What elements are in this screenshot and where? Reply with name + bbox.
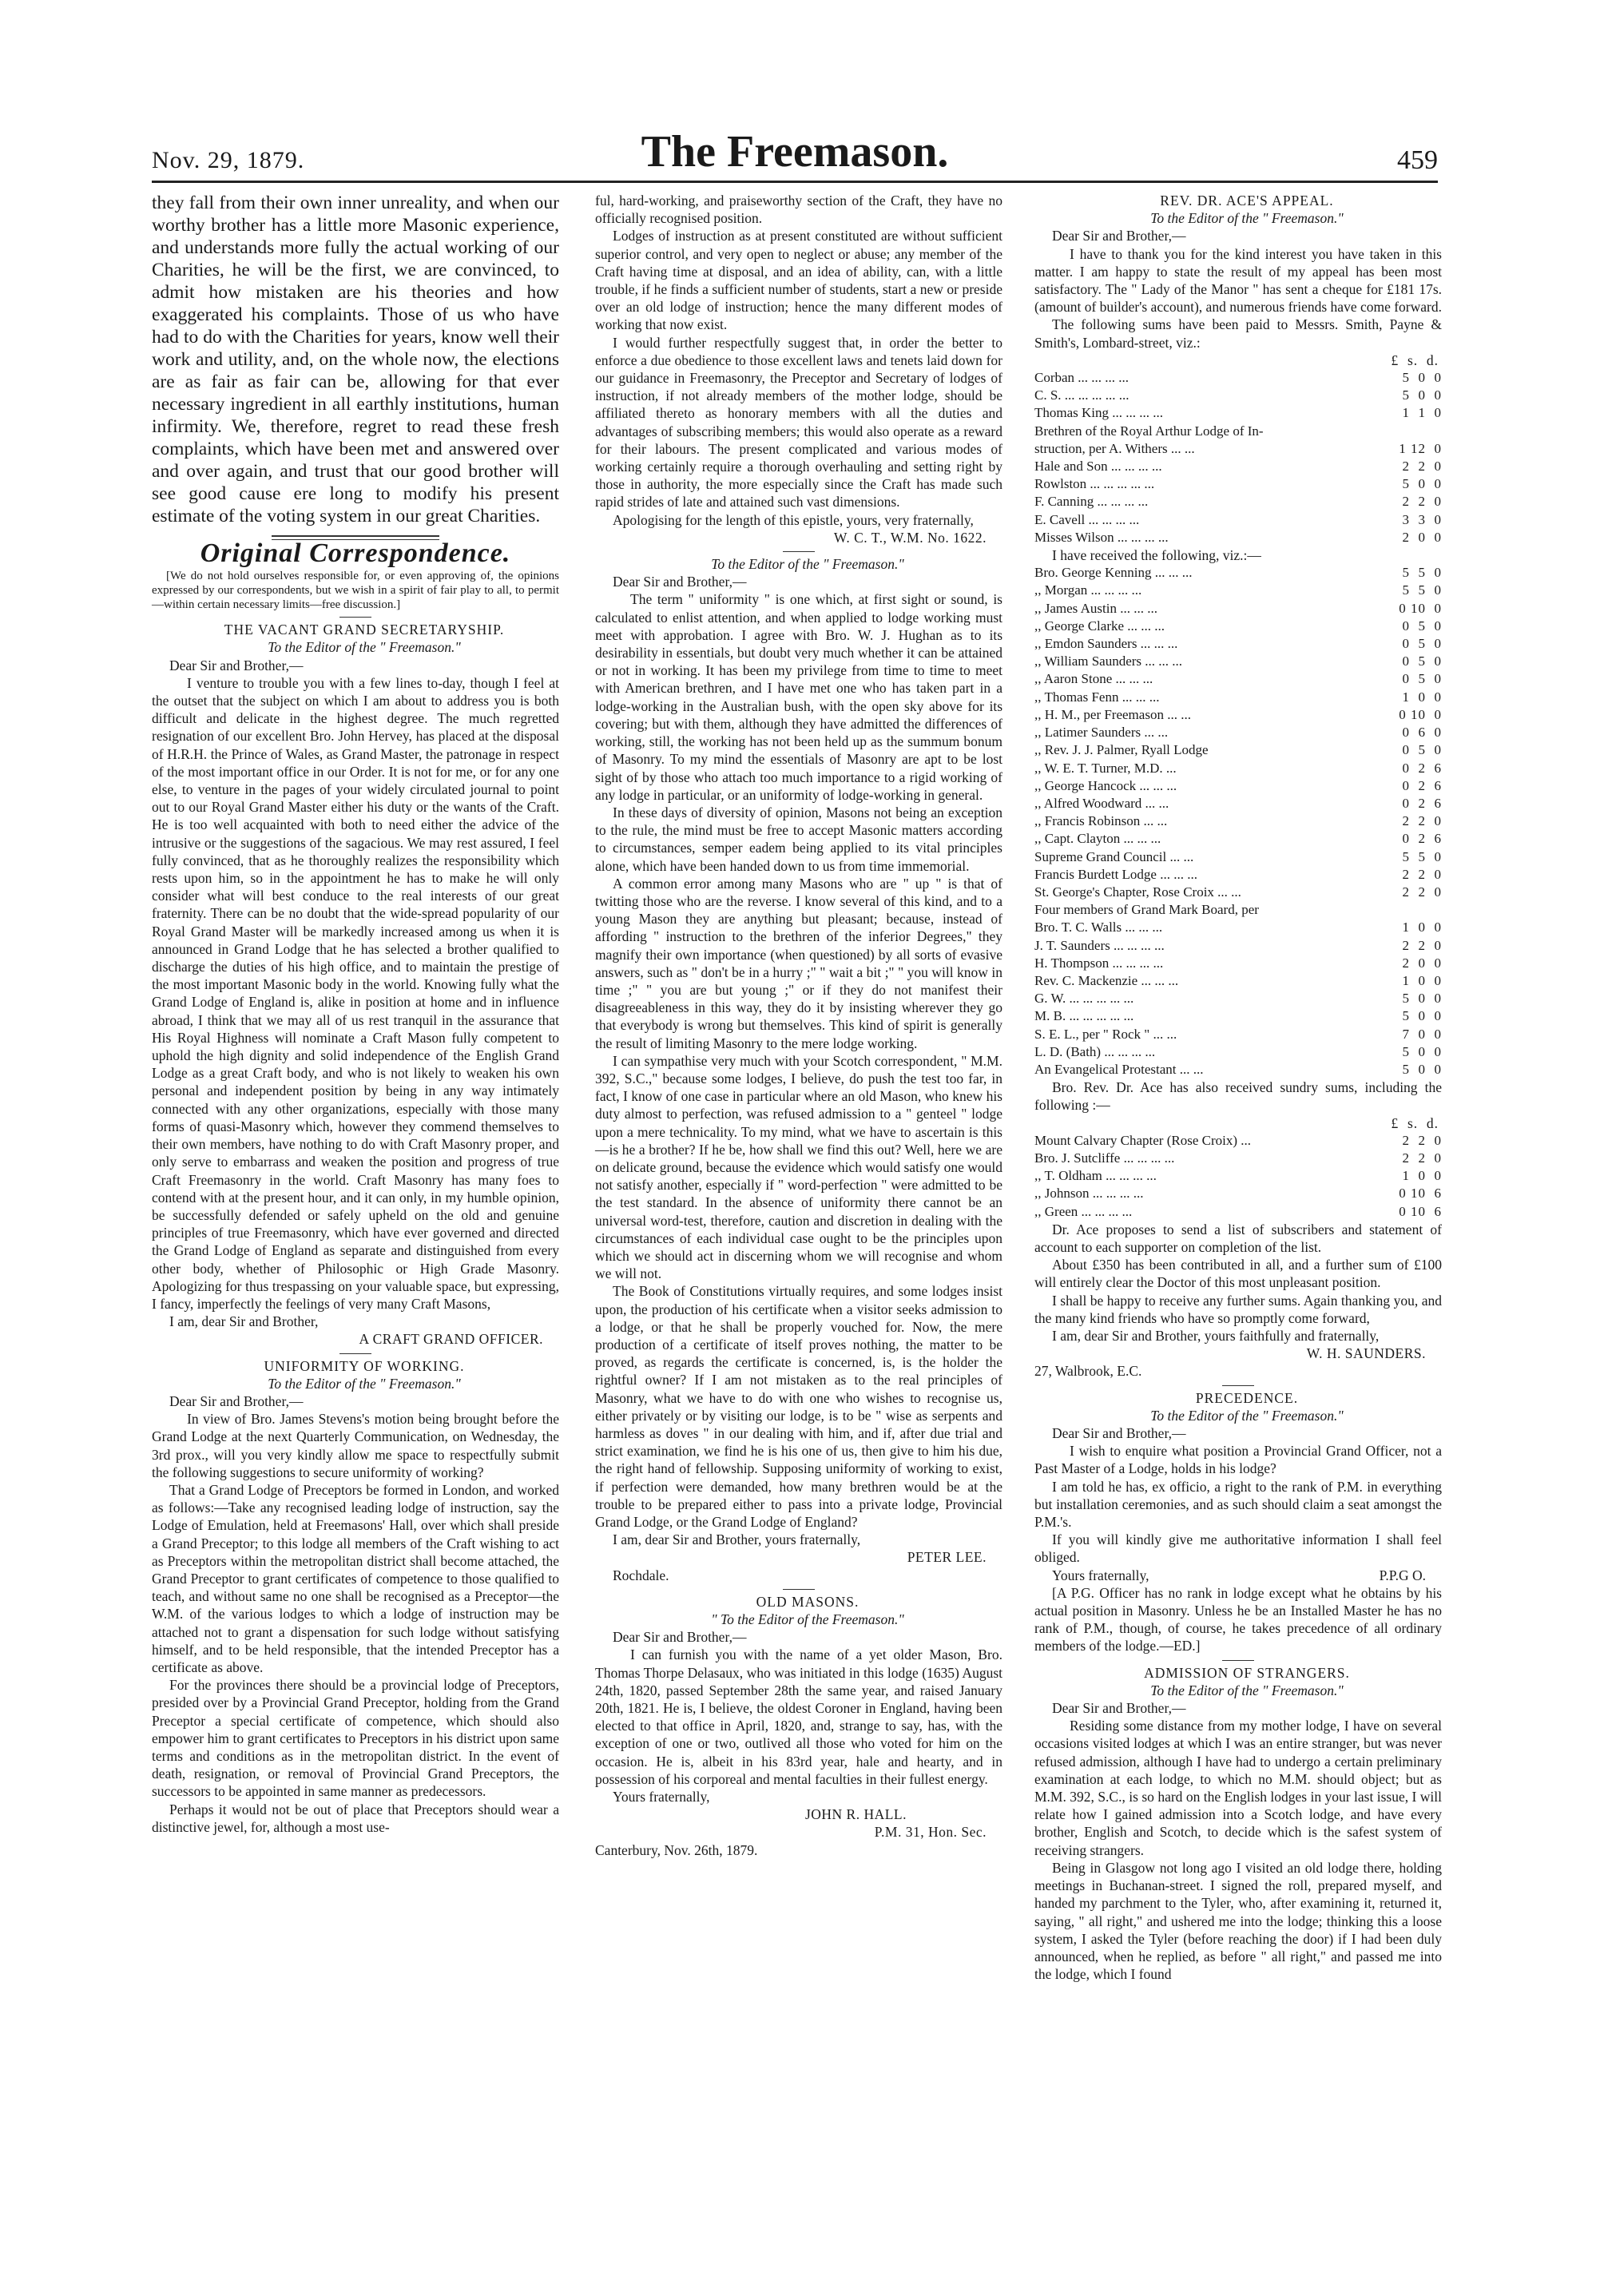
subscription-amount: 0 5 0 xyxy=(1402,618,1442,634)
letter-paragraph: I have received the following, viz.:— xyxy=(1052,547,1261,564)
subscription-amount: 0 2 6 xyxy=(1402,831,1442,847)
subscription-row xyxy=(1034,777,1442,795)
divider xyxy=(783,551,815,552)
subscription-row xyxy=(1034,1026,1442,1043)
letter-paragraph: In view of Bro. James Stevens's motion being brought before the Grand Lodge at the next Quarterly Communication, on Wednesday, the 3rd prox., will you very kindly allow me space to respectfully submit the following suggestions to secure uniformity of working? xyxy=(152,1411,559,1480)
subscription-row xyxy=(1034,475,1442,493)
subscription-row xyxy=(1034,404,1442,422)
subscriber-name: Rev. C. Mackenzie ... ... ... xyxy=(1034,972,1179,988)
subscription-row xyxy=(1034,884,1442,901)
letter-uniformity-reply xyxy=(595,555,1002,1584)
subscriber-name: ,, Capt. Clayton ... ... ... xyxy=(1034,831,1161,847)
editor-disclaimer xyxy=(152,569,559,612)
subscription-amount: 2 2 0 xyxy=(1402,866,1442,882)
subscriber-name: ,, James Austin ... ... ... xyxy=(1034,600,1157,616)
letter-address: To the Editor of the " Freemason." xyxy=(268,639,461,656)
subscriber-name: C. S. ... ... ... ... ... xyxy=(1034,387,1130,403)
subscription-list-received xyxy=(1034,564,1442,1078)
subscriber-name: ,, Francis Robinson ... ... xyxy=(1034,813,1168,829)
subscription-row xyxy=(1034,1061,1442,1078)
letter-title: UNIFORMITY OF WORKING. xyxy=(264,1357,465,1374)
subscription-amount: 2 2 0 xyxy=(1402,813,1442,829)
letter-paragraph: A common error among many Masons who are " up " is that of twitting those who are the reverse. I know several of this kind, and to a young Mason they are anything but pleasant; because, instead of affording " instruction to the brethren of the inferior Degrees," they magnify their own importance (when questioned) by all sorts of evasive answers, such as " don't be in a hurry ;" " wait a bit ;" " you will know in time ;" " you are but young ;" or if they do not manifest their disagreeableness in this way, they do it by insisting wherever they go that everybody is wrong but themselves. This kind of spirit is generally the result of limiting Masonry to the mere lodge working. xyxy=(595,875,1002,1051)
letter-paragraph: I am, dear Sir and Brother, yours faithfully and fraternally, xyxy=(1052,1328,1380,1344)
closing: Yours fraternally, xyxy=(1052,1567,1149,1583)
letter-title: OLD MASONS. xyxy=(756,1593,860,1610)
subscriber-name: Francis Burdett Lodge ... ... ... xyxy=(1034,866,1197,882)
subscription-row xyxy=(1034,387,1442,404)
subscriber-name: G. W. ... ... ... ... ... xyxy=(1034,991,1134,1007)
subscriber-name: S. E. L., per " Rock " ... ... xyxy=(1034,1026,1177,1042)
subscription-amount: 5 5 0 xyxy=(1402,848,1442,864)
letter-paragraph: I venture to trouble you with a few lines to-day, though I feel at the outset that the subject on which I am about to address you is both difficult and delicate in the highest degree. The much regretted resignation of our excellent Bro. John Hervey, has placed at the disposal of H.R.H. the Prince of Wales, as Grand Master, the patronage in respect of the most important office in our Order. It is not for me, or for any one else, to venture in the pages of your widely circulated journal to point out to our Royal Grand Master either his duty or the wants of the Craft. He is too well acquainted with both to need either the advice of the intrusive or the suggestions of the sagacious. We may rest assured, I feel fully convinced, that as he thoroughly realizes the responsibility which rests upon him, so in the appointment he has to make he will only consider what will best conduce to the real interests of our great fraternity. There can be no doubt that the wide-spread popularity of our Royal Grand Master will be markedly increased among us when it is announced in Grand Lodge that he has selected a brother qualified to discharge the duties of his high office, and to maintain the prestige of the most important Masonic body in the world. Knowing fully what the Grand Lodge of England is, alike in position at home and in influence abroad, I think that we may all of us rest tranquil in the assurance that His Royal Highness will nominate a Craft Mason fully competent to uphold the high dignity and solid independence of the English Grand Lodge as a great Craft body, and who is not likely to weaken his own personal and independent position by being in any way intimately connected with any other organizations, especially with those many forms of quasi-Masonry which, however they commend themselves to their own members, have nothing to do with Craft Masonry proper, and only serve to embarrass and weaken the position and progress of true Craft Freemasonry in the world. Craft Masonry has many foes to contend with at the present hour, and it can only, in my humble opinion, be successfully defended or safely upheld on the old and genuine principles of true Freemasonry, which have ever governed and directed the Grand Lodge of England as separate and distinguished from every other body, whether of Philosophic or High Grade Masonry. Apologizing for thus trespassing on your valuable space, but expressing, I fancy, imperfectly the feelings of very many Craft Masons, xyxy=(152,674,559,1312)
salutation: Dear Sir and Brother,— xyxy=(169,1392,304,1409)
subscription-row xyxy=(1034,937,1442,955)
currency-header: £ s. d. xyxy=(1391,1114,1439,1131)
letter-paragraph: Being in Glasgow not long ago I visited an old lodge there, holding meetings in Buchanan-street. I signed the roll, prepared myself, and handed my parchment to the Tyler, who, after examining it, returned it, saying, " all right," and ushered me into the lodge; thinking this a loose system, I asked the Tyler (before reaching the door) if I had been duly announced, when he replied, as before " all right," and passed me into the lodge, which I found xyxy=(1034,1859,1442,1983)
divider xyxy=(339,617,371,618)
signature: JOHN R. HALL. xyxy=(804,1806,907,1823)
letter-admission-of-strangers xyxy=(1034,1664,1442,1984)
letter-paragraph: In these days of diversity of opinion, Masons not being an exception to the rule, the mind must be free to accept Masonic matters according to circumstances, semper eadem being applied to its vital principles alone, which have been handed down to us from time immemorial. xyxy=(595,804,1002,874)
subscription-amount: 5 5 0 xyxy=(1402,565,1442,581)
signature: P.P.G O. xyxy=(1379,1567,1426,1583)
subscriber-name: Four members of Grand Mark Board, per xyxy=(1034,902,1259,918)
subscription-amount: 5 0 0 xyxy=(1402,370,1442,386)
closing: I am, dear Sir and Brother, xyxy=(169,1313,319,1330)
letter-vacant-grand-secretaryship xyxy=(152,621,559,1348)
subscription-amount: 7 0 0 xyxy=(1402,1026,1442,1042)
letter-paragraph: The following sums have been paid to Messrs. Smith, Payne & Smith's, Lombard-street, viz.: xyxy=(1034,316,1442,351)
subscription-amount: 2 2 0 xyxy=(1402,1150,1442,1166)
column-1 xyxy=(152,192,559,1836)
closing-line xyxy=(1034,1567,1442,1584)
subscription-row xyxy=(1034,990,1442,1007)
subscription-row xyxy=(1034,972,1442,990)
letter-paragraph: I can sympathise very much with your Scotch correspondent, " M.M. 392, S.C.," because some lodges, I believe, do push the test too far, in fact, I know of one case in particular where an old Mason, who knew his duty almost to perfection, was refused admission to a " genteel " lodge upon a mere technicality. To my mind, what we have to ascertain is this—is he a brother? If he be, how shall we find this out? Well, here we are on delicate ground, because the evidence which would satisfy one would not satisfy another, especially if " word-perfection " were admitted to be the test standard. In the absence of uniformity there cannot be an universal word-test, therefore, caution and discretion in dealing with the circumstances of each individual case ought to be the principles upon which we should act in discerning whom we will recognise and whom we will not. xyxy=(595,1052,1002,1282)
subscription-amount: 2 0 0 xyxy=(1402,955,1442,971)
subscription-row xyxy=(1034,369,1442,387)
subscriber-name: Bro. J. Sutcliffe ... ... ... ... xyxy=(1034,1150,1175,1166)
subscription-row xyxy=(1034,600,1442,618)
subscriber-name: ,, Johnson ... ... ... ... xyxy=(1034,1186,1144,1202)
subscription-amount: 0 10 6 xyxy=(1399,1186,1442,1202)
letter-paragraph: For the provinces there should be a provincial lodge of Preceptors, presided over by a Provincial Grand Preceptor, holding from the Grand Preceptor a special certificate of competence, which should also empower him to grant certificates to Preceptors in his district upon same terms and conditions as in the metropolitan district. In the event of death, resignation, or removal of Provincial Grand Preceptors, the successors to be appointed in same manner as predecessors. xyxy=(152,1677,559,1800)
subscriber-name: Brethren of the Royal Arthur Lodge of In- xyxy=(1034,423,1264,439)
subscriber-name: St. George's Chapter, Rose Croix ... ... xyxy=(1034,884,1241,900)
letter-paragraph: About £350 has been contributed in all, and a further sum of £100 will entirely clear the Doctor of this most unpleasant position. xyxy=(1034,1257,1442,1291)
letter-address: To the Editor of the " Freemason." xyxy=(1150,1407,1344,1424)
subscription-amount: 1 1 0 xyxy=(1402,405,1442,421)
letter-address: To the Editor of the " Freemason." xyxy=(711,556,904,573)
subscription-row xyxy=(1034,511,1442,529)
letter-paragraph: Residing some distance from my mother lodge, I have on several occasions visited lodges at which I was an entire stranger, but was never refused admission, although I have had to undergo a certain preliminary examination at each lodge, to which no M.M. should object; but as M.M. 392, S.C., is so hard on the English lodges in your last issue, I will relate how I gained admission into a Scotch lodge, and have every brother, English and Scotch, to decide which is the safest system of receiving strangers. xyxy=(1034,1718,1442,1858)
divider xyxy=(783,1589,815,1590)
subscriber-name: Hale and Son ... ... ... ... xyxy=(1034,459,1162,475)
place: 27, Walbrook, E.C. xyxy=(1034,1363,1142,1380)
section-heading: Original Correspondence. xyxy=(200,538,511,568)
column-3 xyxy=(1034,192,1442,1983)
subscriber-name: E. Cavell ... ... ... ... xyxy=(1034,511,1140,527)
subscription-amount: 0 10 0 xyxy=(1399,706,1442,722)
letter-paragraph: The Book of Constitutions virtually requires, and some lodges insist upon, the production of his certificate when a visitor seeks admission to a lodge, or that he shall be properly vouched for. Now, the mere production of a certificate of itself proves nothing, the matter to be proved, as regards the certificate is concerned, is, is the holder the rightful owner? If I am not mistaken as to the real principles of Masonry, what we have to do with one who wishes to recognise us, either privately or by visiting our lodge, is to be " wise as serpents and harmless as doves " in our dealing with him, and if, after due trial and strict examination, we find he is his one of us, then give to him his due, the right hand of fellowship. Supposing uniformity of working to exist, if perfection were demanded, how many brethren would be at the trouble to be prepared either to pass into a private lodge, Provincial Grand Lodge, or the Grand Lodge of England? xyxy=(595,1283,1002,1531)
signature: W. H. SAUNDERS. xyxy=(1306,1345,1426,1362)
subscription-row xyxy=(1034,618,1442,635)
subscription-row xyxy=(1034,901,1442,919)
subscriber-name: ,, George Clarke ... ... ... xyxy=(1034,618,1165,634)
subscription-row xyxy=(1034,458,1442,475)
subscription-row xyxy=(1034,564,1442,582)
editorial-paragraph: they fall from their own inner unreality, and when our worthy brother has a little more Masonic experience, and understands more fully the actual working of our Charities, he will be the first, we are convinced, to admit how mistaken are his theories and how exaggerated his complaints. Those of us who have had to do with the Charities for years, know well their work and utility, and, on the whole now, the elections are as fair as fair can be, allowing for that ever necessary ingredient in all earthly institutions, human infirmity. We, therefore, regret to read these fresh complaints, which have been met and answered over and over again, and trust that our good brother will see good cause ere long to modify his present estimate of the voting system in our great Charities. xyxy=(152,193,559,526)
subscriber-name: Bro. George Kenning ... ... ... xyxy=(1034,565,1193,581)
subscription-list-bank xyxy=(1034,369,1442,546)
subscription-amount: 2 2 0 xyxy=(1402,1132,1442,1148)
letter-paragraph: If you will kindly give me authoritative information I shall feel obliged. xyxy=(1034,1531,1442,1566)
signature-title: P.M. 31, Hon. Sec. xyxy=(874,1824,987,1841)
subscriber-name: ,, Aaron Stone ... ... ... xyxy=(1034,671,1153,687)
subscriber-name: ,, T. Oldham ... ... ... ... xyxy=(1034,1168,1157,1184)
subscription-row xyxy=(1034,866,1442,884)
salutation: Dear Sir and Brother,— xyxy=(1052,228,1186,244)
subscription-amount: 0 5 0 xyxy=(1402,636,1442,652)
subscription-row xyxy=(1034,741,1442,759)
salutation: Dear Sir and Brother,— xyxy=(1052,1700,1186,1717)
subscriber-name: H. Thompson ... ... ... ... xyxy=(1034,955,1164,971)
subscriber-name: struction, per A. Withers ... ... xyxy=(1034,440,1195,456)
letter-paragraph: That a Grand Lodge of Preceptors be formed in London, and worked as follows:—Take any recognised leading lodge of instruction, say the Lodge of Emulation, held at Freemasons' Hall, over which shall preside a Grand Preceptor; to this lodge all members of the Craft wishing to act as Preceptors within the metropolitan district shall become attached, the Grand Preceptor to grant certificates of competence to those qualified to teach, and without same no one shall be recognised as a Preceptor—the W.M. of the various lodges to which a lodge of instruction may be attached not to grant a dispensation for such lodge without satisfying himself, and to be held responsible, that the intended Preceptor has a certificate as above. xyxy=(152,1481,559,1675)
subscription-amount: 0 5 0 xyxy=(1402,653,1442,669)
subscription-row xyxy=(1034,653,1442,670)
subscription-amount: 2 2 0 xyxy=(1402,937,1442,953)
masthead xyxy=(152,118,1438,179)
subscription-row xyxy=(1034,493,1442,510)
subscription-amount: 1 0 0 xyxy=(1402,689,1442,705)
subscription-row xyxy=(1034,582,1442,599)
letter-paragraph: I am told he has, ex officio, a right to the rank of P.M. in everything but installation ceremonies, and as such should claim a seat amongst the P.M.'s. xyxy=(1034,1478,1442,1531)
subscription-amount: 5 0 0 xyxy=(1402,1043,1442,1059)
salutation: Dear Sir and Brother,— xyxy=(613,1629,747,1646)
subscriber-name: Thomas King ... ... ... ... xyxy=(1034,405,1164,421)
currency-header: £ s. d. xyxy=(1391,352,1439,368)
subscription-row xyxy=(1034,812,1442,830)
editor-note: [A P.G. Officer has no rank in lodge except what he obtains by his actual position in Masonry. Unless he be an Installed Master he has no rank of P.M., though, of course, he takes precedence of all ordinary members of the lodge.—ED.] xyxy=(1034,1584,1442,1654)
subscriber-name: ,, Emdon Saunders ... ... ... xyxy=(1034,636,1178,652)
letter-title: THE VACANT GRAND SECRETARYSHIP. xyxy=(224,622,505,638)
subscription-amount: 0 10 0 xyxy=(1399,600,1442,616)
subscription-row xyxy=(1034,440,1442,458)
letter-title: REV. DR. ACE'S APPEAL. xyxy=(1160,193,1334,209)
subscriber-name: ,, George Hancock ... ... ... xyxy=(1034,777,1177,793)
letter-paragraph: The term " uniformity " is one which, at first sight or sound, is calculated to enlist attention, and when applied to lodge working must meet with approbation. I agree with Bro. W. J. Hughan as to its desirability in essentials, but doubt very much whether it can be attained or not in working. It has been my privilege from time to time to meet with American brethren, and I have met one who has taken part in a lodge-working in the Australian bush, with the open sky above for its covering; but with them, although they have admitted the differences of working, still, the working has not been held up as the summum bonum of Masonry. To my mind the essentials of Masonry are apt to be lost sight of by those who attach too much importance to a rigid working of any lodge in particular, or an uniformity of lodge-working in general. xyxy=(595,591,1002,803)
subscription-amount: 0 5 0 xyxy=(1402,671,1442,687)
subscription-row xyxy=(1034,1007,1442,1025)
letter-paragraph: I shall be happy to receive any further sums. Again thanking you, and the many kind friends who have so promptly come forward, xyxy=(1034,1292,1442,1326)
subscription-row xyxy=(1034,1167,1442,1185)
subscription-amount: 2 0 0 xyxy=(1402,529,1442,545)
subscription-row xyxy=(1034,830,1442,848)
subscriber-name: Bro. T. C. Walls ... ... ... xyxy=(1034,920,1163,935)
subscription-amount: 5 0 0 xyxy=(1402,1008,1442,1024)
subscription-amount: 0 5 0 xyxy=(1402,742,1442,758)
subscription-row xyxy=(1034,1043,1442,1061)
letter-old-masons xyxy=(595,1593,1002,1859)
subscription-amount: 5 0 0 xyxy=(1402,476,1442,492)
letter-uniformity-of-working xyxy=(152,1357,559,1836)
subscription-row xyxy=(1034,1150,1442,1167)
subscription-amount: 1 12 0 xyxy=(1399,440,1442,456)
subscriber-name: ,, Green ... ... ... ... xyxy=(1034,1203,1133,1219)
letter-title: PRECEDENCE. xyxy=(1195,1389,1299,1406)
subscription-row xyxy=(1034,760,1442,777)
masthead-rule xyxy=(152,181,1438,183)
subscription-amount: 2 2 0 xyxy=(1402,494,1442,510)
letter-title: ADMISSION OF STRANGERS. xyxy=(1144,1664,1350,1681)
subscription-amount: 0 2 6 xyxy=(1402,795,1442,811)
salutation: Dear Sir and Brother,— xyxy=(613,574,747,590)
letter-paragraph: I can furnish you with the name of a yet older Mason, Bro. Thomas Thorpe Delasaux, who was initiated in this lodge (1635) August 24th, 1820, passed September 28th the same year, and raised January 20th, 1821. He is, I believe, the oldest Coroner in England, having been elected to that office in April, 1820, and, strange to say, has, with the exception of one or two, outlived all those who voted for him on the occasion. He is, albeit in his 83rd year, hale and hearty, and in possession of his corporeal and mental faculties in their fullest energy. xyxy=(595,1647,1002,1787)
subscriber-name: ,, Latimer Saunders ... ... xyxy=(1034,725,1169,741)
subscription-row xyxy=(1034,919,1442,936)
subscription-row xyxy=(1034,848,1442,866)
closing: Yours fraternally, xyxy=(613,1789,710,1805)
page-number: 459 xyxy=(1397,145,1438,175)
subscription-amount: 1 0 0 xyxy=(1402,972,1442,988)
salutation: Dear Sir and Brother,— xyxy=(169,657,304,673)
subscriber-name: ,, Rev. J. J. Palmer, Ryall Lodge xyxy=(1034,742,1209,758)
subscription-row xyxy=(1034,955,1442,972)
subscription-row xyxy=(1034,724,1442,741)
subscription-row xyxy=(1034,706,1442,724)
column-2 xyxy=(595,192,1002,1859)
letter-paragraph: I wish to enquire what position a Provincial Grand Officer, not a Past Master of a Lodge, holds in his lodge? xyxy=(1034,1443,1442,1477)
letter-paragraph: Perhaps it would not be out of place that Preceptors should wear a distinctive jewel, for, although a most use- xyxy=(152,1801,559,1835)
subscription-amount: 0 2 6 xyxy=(1402,760,1442,776)
subscription-amount: 5 0 0 xyxy=(1402,991,1442,1007)
subscriber-name: ,, Morgan ... ... ... ... xyxy=(1034,582,1142,598)
editorial-conclusion xyxy=(152,192,559,527)
letter-paragraph: I have to thank you for the kind interest you have taken in this matter. I am happy to state the result of my appeal has been most satisfactory. The " Lady of the Manor " has sent a cheque for £181 17s. (amount of builder's account), and numerous friends have come forward. xyxy=(1034,245,1442,316)
subscriber-name: Supreme Grand Council ... ... xyxy=(1034,848,1194,864)
subscription-amount: 5 5 0 xyxy=(1402,582,1442,598)
divider xyxy=(1222,1385,1254,1386)
letter-paragraph: Dr. Ace proposes to send a list of subscribers and statement of account to each supporter on completion of the list. xyxy=(1034,1221,1442,1255)
subscription-row xyxy=(1034,670,1442,688)
subscriber-name: ,, W. E. T. Turner, M.D. ... xyxy=(1034,760,1177,776)
subscriber-name: Rowlston ... ... ... ... ... xyxy=(1034,476,1155,492)
subscriber-name: ,, H. M., per Freemason ... ... xyxy=(1034,706,1191,722)
subscriber-name: L. D. (Bath) ... ... ... ... xyxy=(1034,1043,1156,1059)
letter-paragraph: Lodges of instruction as at present constituted are without sufficient superior control, and very open to neglect or abuse; any member of the Craft having time at disposal, and an idea of ability, can, with a little trouble, if he finds a sufficient number of students, start a new or preside over an old lodge of instruction; hence the many different modes of working that now exist. xyxy=(595,228,1002,333)
subscription-amount: 3 3 0 xyxy=(1402,511,1442,527)
place: Canterbury, Nov. 26th, 1879. xyxy=(595,1841,758,1858)
subscription-row xyxy=(1034,1132,1442,1150)
signature: A CRAFT GRAND OFFICER. xyxy=(359,1331,543,1348)
divider xyxy=(339,1353,371,1354)
issue-date: Nov. 29, 1879. xyxy=(152,147,305,173)
subscriber-name: F. Canning ... ... ... ... xyxy=(1034,494,1149,510)
subscriber-name: ,, William Saunders ... ... ... xyxy=(1034,653,1183,669)
subscription-amount: 5 0 0 xyxy=(1402,387,1442,403)
letter-paragraph: Bro. Rev. Dr. Ace has also received sundry sums, including the following :— xyxy=(1034,1079,1442,1114)
subscription-amount: 2 2 0 xyxy=(1402,459,1442,475)
letter-address: To the Editor of the " Freemason." xyxy=(268,1375,461,1392)
subscription-row xyxy=(1034,1185,1442,1202)
subscriber-name: M. B. ... ... ... ... ... xyxy=(1034,1008,1134,1024)
letter-address: To the Editor of the " Freemason." xyxy=(1150,210,1344,227)
closing: I am, dear Sir and Brother, yours fraternally, xyxy=(613,1531,861,1548)
subscription-amount: 2 2 0 xyxy=(1402,884,1442,900)
subscriber-name: J. T. Saunders ... ... ... ... xyxy=(1034,937,1165,953)
subscriber-name: ,, Thomas Fenn ... ... ... xyxy=(1034,689,1160,705)
letter-address: " To the Editor of the Freemason." xyxy=(711,1611,904,1628)
subscription-list-sundry xyxy=(1034,1132,1442,1221)
subscriber-name: ,, Alfred Woodward ... ... xyxy=(1034,795,1169,811)
disclaimer-text: [We do not hold ourselves responsible for, or even approving of, the opinions expressed by our correspondents, but we wish in a spirit of fair play to all, to permit—within certain necessary limits—free discussion.] xyxy=(152,570,559,612)
newspaper-title: The Freemason. xyxy=(641,127,949,177)
letter-paragraph: ful, hard-working, and praiseworthy section of the Craft, they have no officially recognised position. xyxy=(595,193,1002,227)
signature: PETER LEE. xyxy=(907,1549,987,1566)
subscriber-name: An Evangelical Protestant ... ... xyxy=(1034,1061,1204,1077)
subscriber-name: Mount Calvary Chapter (Rose Croix) ... xyxy=(1034,1132,1252,1148)
place: Rochdale. xyxy=(613,1567,669,1583)
salutation: Dear Sir and Brother,— xyxy=(1052,1425,1186,1442)
divider xyxy=(1222,1660,1254,1661)
subscription-row xyxy=(1034,795,1442,812)
letter-paragraph: I would further respectfully suggest that, in order the better to enforce a due obedience to those excellent laws and tenets laid down for our guidance in Freemasonry, the Preceptor and Secretary of lodges of instruction, if not already members of the mother lodge, should be affiliated thereto as honorary members with all the duties and advantages of subscribing members; this would also operate as a reward for their labours. The present complicated and various modes of working certainly require a thorough overhauling and setting right by those in authority, the more especially since the Craft has made such rapid strides of late and attained such vast dimensions. xyxy=(595,334,1002,510)
subscription-row xyxy=(1034,423,1442,440)
letter-precedence xyxy=(1034,1389,1442,1655)
subscription-amount: 0 6 0 xyxy=(1402,725,1442,741)
letter-dr-ace-appeal xyxy=(1034,192,1442,1380)
subscription-row xyxy=(1034,689,1442,706)
subscriber-name: Corban ... ... ... ... xyxy=(1034,370,1130,386)
letter-paragraph: Apologising for the length of this epistle, yours, very fraternally, xyxy=(613,511,974,528)
subscription-amount: 1 0 0 xyxy=(1402,920,1442,935)
subscription-row xyxy=(1034,635,1442,653)
subscription-amount: 1 0 0 xyxy=(1402,1168,1442,1184)
letter-address: To the Editor of the " Freemason." xyxy=(1150,1682,1344,1698)
signature: W. C. T., W.M. No. 1622. xyxy=(833,529,987,546)
subscription-amount: 0 10 6 xyxy=(1399,1203,1442,1219)
subscription-amount: 0 2 6 xyxy=(1402,777,1442,793)
subscription-row xyxy=(1034,529,1442,546)
subscription-row xyxy=(1034,1203,1442,1221)
subscription-amount: 5 0 0 xyxy=(1402,1061,1442,1077)
subscriber-name: Misses Wilson ... ... ... ... xyxy=(1034,529,1169,545)
